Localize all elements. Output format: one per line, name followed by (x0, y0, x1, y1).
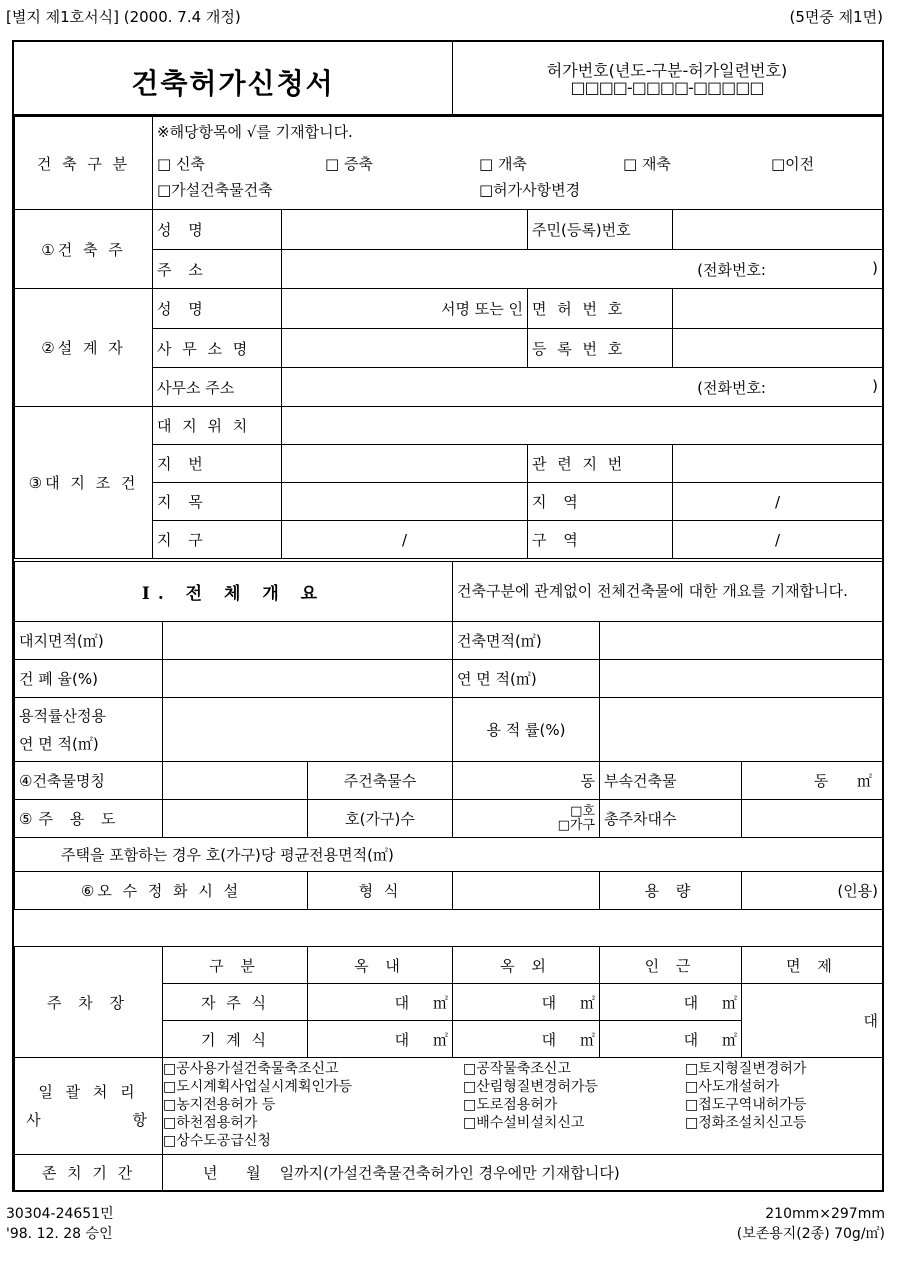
building-area-field[interactable] (600, 622, 883, 660)
unit-text: 대 ㎡ (683, 993, 737, 1012)
parking-label: 주 차 장 (15, 947, 163, 1058)
checkbox-extend[interactable]: □ 증축 (325, 155, 373, 173)
page-indicator: (5면중 제1면) (789, 8, 883, 26)
batch-col-1 (163, 1060, 463, 1150)
owner-label: ①건 축 주 (15, 210, 153, 289)
site-lot-field[interactable] (282, 445, 528, 483)
designer-office-addr-field[interactable] (282, 368, 883, 407)
septic-capacity-field[interactable] (742, 872, 883, 910)
unit-text: 대 ㎡ (394, 1030, 448, 1049)
batch-label-line2: 사 항 (26, 1111, 151, 1129)
owner-address-field[interactable] (282, 250, 883, 289)
designer-phone-label: (전화번호: (697, 378, 766, 397)
designer-license-label: 면 허 번 호 (528, 289, 673, 329)
application-table (14, 116, 883, 559)
checkbox-temp-building[interactable]: □가설건축물건축 (157, 181, 273, 199)
site-district-label: 지 구 (153, 521, 282, 559)
batch-opt[interactable]: □도시계획사업실시계획인가등 (163, 1079, 353, 1095)
owner-name-label: 성 명 (153, 210, 282, 250)
designer-label: ②설 계 자 (15, 289, 153, 407)
septic-type-field[interactable] (453, 872, 600, 910)
overview-table (14, 561, 883, 910)
persons-unit: (인용) (837, 882, 879, 900)
batch-opt[interactable]: □상수도공급신청 (163, 1133, 271, 1149)
owner-address-label: 주 소 (153, 250, 282, 289)
floor-area-field[interactable] (600, 660, 883, 698)
batch-opt[interactable]: □공작물축조신고 (463, 1061, 571, 1077)
document-title: 건축허가신청서 (131, 67, 335, 100)
batch-opt[interactable]: □접도구역내허가등 (685, 1097, 807, 1113)
designer-sign-text: 서명 또는 인 (441, 300, 523, 318)
unit-text: 대 ㎡ (541, 1030, 595, 1049)
footer-code: 30304-24651민 (6, 1206, 114, 1222)
parking-mech-indoor[interactable] (308, 1021, 453, 1058)
parking-self-indoor[interactable] (308, 984, 453, 1021)
site-zone-label: 구 역 (528, 521, 673, 559)
footer-left (6, 1204, 114, 1244)
batch-table (14, 1057, 883, 1191)
site-location-label: 대 지 위 치 (153, 407, 282, 445)
parking-div-header: 구 분 (163, 947, 308, 984)
owner-phone-label: (전화번호: (697, 260, 766, 279)
parking-exempt-header: 면 제 (742, 947, 883, 984)
unit-text: 대 ㎡ (541, 993, 595, 1012)
site-area-field[interactable] (673, 483, 883, 521)
designer-sign-field[interactable] (282, 289, 528, 329)
site-label: ③대 지 조 건 (15, 407, 153, 559)
building-name-field[interactable] (163, 762, 308, 800)
parking-indoor-header: 옥 내 (308, 947, 453, 984)
designer-office-label: 사 무 소 명 (153, 329, 282, 368)
duration-field[interactable]: 년 월 일까지(가설건축물건축허가인 경우에만 기재합니다) (163, 1155, 883, 1191)
owner-id-field[interactable] (673, 210, 883, 250)
site-zone-field[interactable] (673, 521, 883, 559)
parking-table (14, 946, 883, 1058)
designer-license-field[interactable] (673, 289, 883, 329)
designer-phone-close: ) (872, 376, 878, 395)
batch-options (163, 1058, 883, 1155)
overview-section-title: Ⅰ. 전 체 개 요 (15, 562, 453, 622)
footer-paper: (보존용지(2종) 70g/㎡) (736, 1226, 885, 1242)
far-field[interactable] (600, 698, 883, 762)
site-area-slash: / (774, 492, 781, 511)
avg-area-label: 주택을 포함하는 경우 호(가구)당 평균전용면적(㎡) (15, 838, 883, 872)
designer-name-label: 성 명 (153, 289, 282, 329)
unit-text: 대 ㎡ (683, 1030, 737, 1049)
checkbox-relocate[interactable]: □이전 (771, 155, 815, 173)
batch-col-2 (463, 1060, 685, 1150)
parking-self-outdoor[interactable] (453, 984, 600, 1021)
batch-opt[interactable]: □농지전용허가 등 (163, 1097, 276, 1113)
designer-office-field[interactable] (282, 329, 528, 368)
checkbox-permit-change[interactable]: □허가사항변경 (479, 181, 581, 199)
build-type-options (153, 117, 883, 210)
septic-label: ⑥오 수 정 화 시 설 (15, 872, 308, 910)
septic-type-label: 형 식 (308, 872, 453, 910)
batch-opt[interactable]: □정화조설치신고등 (685, 1115, 807, 1131)
parking-total-label: 총주차대수 (600, 800, 742, 838)
checkbox-new[interactable]: □ 신축 (157, 155, 205, 173)
batch-col-3 (685, 1060, 881, 1150)
parking-self-label: 자 주 식 (163, 984, 308, 1021)
units-field[interactable] (453, 800, 600, 838)
far-label: 용 적 률(%) (453, 698, 600, 762)
site-related-lot-label: 관 련 지 번 (528, 445, 673, 483)
checkbox-gagu[interactable]: □가구 (557, 817, 595, 833)
parking-mech-label: 기 계 식 (163, 1021, 308, 1058)
aux-building-label: 부속건축물 (600, 762, 742, 800)
owner-id-label: 주민(등록)번호 (528, 210, 673, 250)
batch-opt[interactable]: □토지형질변경허가 (685, 1061, 807, 1077)
form-frame (12, 40, 884, 1192)
site-related-lot-field[interactable] (673, 445, 883, 483)
batch-opt[interactable]: □사도개설허가 (685, 1079, 780, 1095)
parking-self-nearby[interactable] (600, 984, 742, 1021)
permit-number-boxes[interactable]: □□□□-□□□□-□□□□□ (570, 78, 764, 97)
batch-opt[interactable]: □배수설비설치신고 (463, 1115, 585, 1131)
owner-name-field[interactable] (282, 210, 528, 250)
parking-nearby-header: 인 근 (600, 947, 742, 984)
site-district-slash: / (401, 530, 408, 549)
parking-exempt-field[interactable] (742, 984, 883, 1058)
site-location-field[interactable] (282, 407, 883, 445)
build-type-note: ※해당항목에 √를 기재합니다. (157, 123, 353, 141)
coverage-label: 건 폐 율(%) (15, 660, 163, 698)
footer-approved: '98. 12. 28 승인 (6, 1226, 113, 1242)
batch-label (15, 1058, 163, 1155)
building-name-label: ④건축물명칭 (15, 762, 163, 800)
form-id: [별지 제1호서식] (2000. 7.4 개정) (6, 8, 241, 26)
unit-text: 대 ㎡ (394, 993, 448, 1012)
site-category-label: 지 목 (153, 483, 282, 521)
site-area-sqm-field[interactable] (163, 622, 453, 660)
coverage-field[interactable] (163, 660, 453, 698)
batch-opt[interactable]: □도로점용허가 (463, 1097, 558, 1113)
batch-opt[interactable]: □산림형질변경허가등 (463, 1079, 598, 1095)
designer-office-addr-label: 사무소 주소 (153, 368, 282, 407)
main-building-count-label: 주건축물수 (308, 762, 453, 800)
checkbox-reconstruct[interactable]: □ 재축 (623, 155, 671, 173)
parking-mech-nearby[interactable] (600, 1021, 742, 1058)
parking-exempt-unit: 대 (863, 1012, 878, 1030)
site-district-field[interactable] (282, 521, 528, 559)
aux-building-field[interactable] (742, 762, 883, 800)
duration-label: 존 치 기 간 (15, 1155, 163, 1191)
far-floor-area-field[interactable] (163, 698, 453, 762)
far-floor-area-label (15, 698, 163, 762)
building-area-label: 건축면적(㎡) (453, 622, 600, 660)
designer-reg-label: 등 록 번 호 (528, 329, 673, 368)
main-building-count-field[interactable] (453, 762, 600, 800)
batch-label-line1: 일 괄 처 리 (38, 1083, 139, 1101)
far-floor-area-line2: 연 면 적(㎡) (19, 734, 99, 753)
floor-area-label: 연 면 적(㎡) (453, 660, 600, 698)
batch-opt[interactable]: □하천점용허가 (163, 1115, 258, 1131)
batch-opt[interactable]: □공사용가설건축물축조신고 (163, 1061, 339, 1077)
parking-mech-outdoor[interactable] (453, 1021, 600, 1058)
site-area-sqm-label: 대지면적(㎡) (15, 622, 163, 660)
footer-size: 210mm×297mm (765, 1206, 885, 1222)
build-type-label: 건 축 구 분 (15, 117, 153, 210)
main-use-label: ⑤주 용 도 (15, 800, 163, 838)
dong-unit: 동 (580, 772, 595, 790)
site-zone-slash: / (774, 530, 781, 549)
septic-capacity-label: 용 량 (600, 872, 742, 910)
far-floor-area-line1: 용적률산정용 (19, 706, 106, 725)
checkbox-rebuild[interactable]: □ 개축 (479, 155, 527, 173)
site-lot-label: 지 번 (153, 445, 282, 483)
parking-total-field[interactable] (742, 800, 883, 838)
designer-reg-field[interactable] (673, 329, 883, 368)
checkbox-ho[interactable]: □호 (570, 803, 595, 819)
site-area-label: 지 역 (528, 483, 673, 521)
parking-outdoor-header: 옥 외 (453, 947, 600, 984)
units-label: 호(가구)수 (308, 800, 453, 838)
permit-number-label: 허가번호(년도-구분-허가일련번호) (546, 61, 788, 80)
site-category-field[interactable] (282, 483, 528, 521)
aux-building-unit: 동 ㎡ (813, 772, 873, 790)
footer-right (737, 1204, 885, 1244)
owner-phone-close: ) (872, 258, 878, 277)
overview-note: 건축구분에 관계없이 전체건축물에 대한 개요를 기재합니다. (453, 562, 883, 622)
main-use-field[interactable] (163, 800, 308, 838)
